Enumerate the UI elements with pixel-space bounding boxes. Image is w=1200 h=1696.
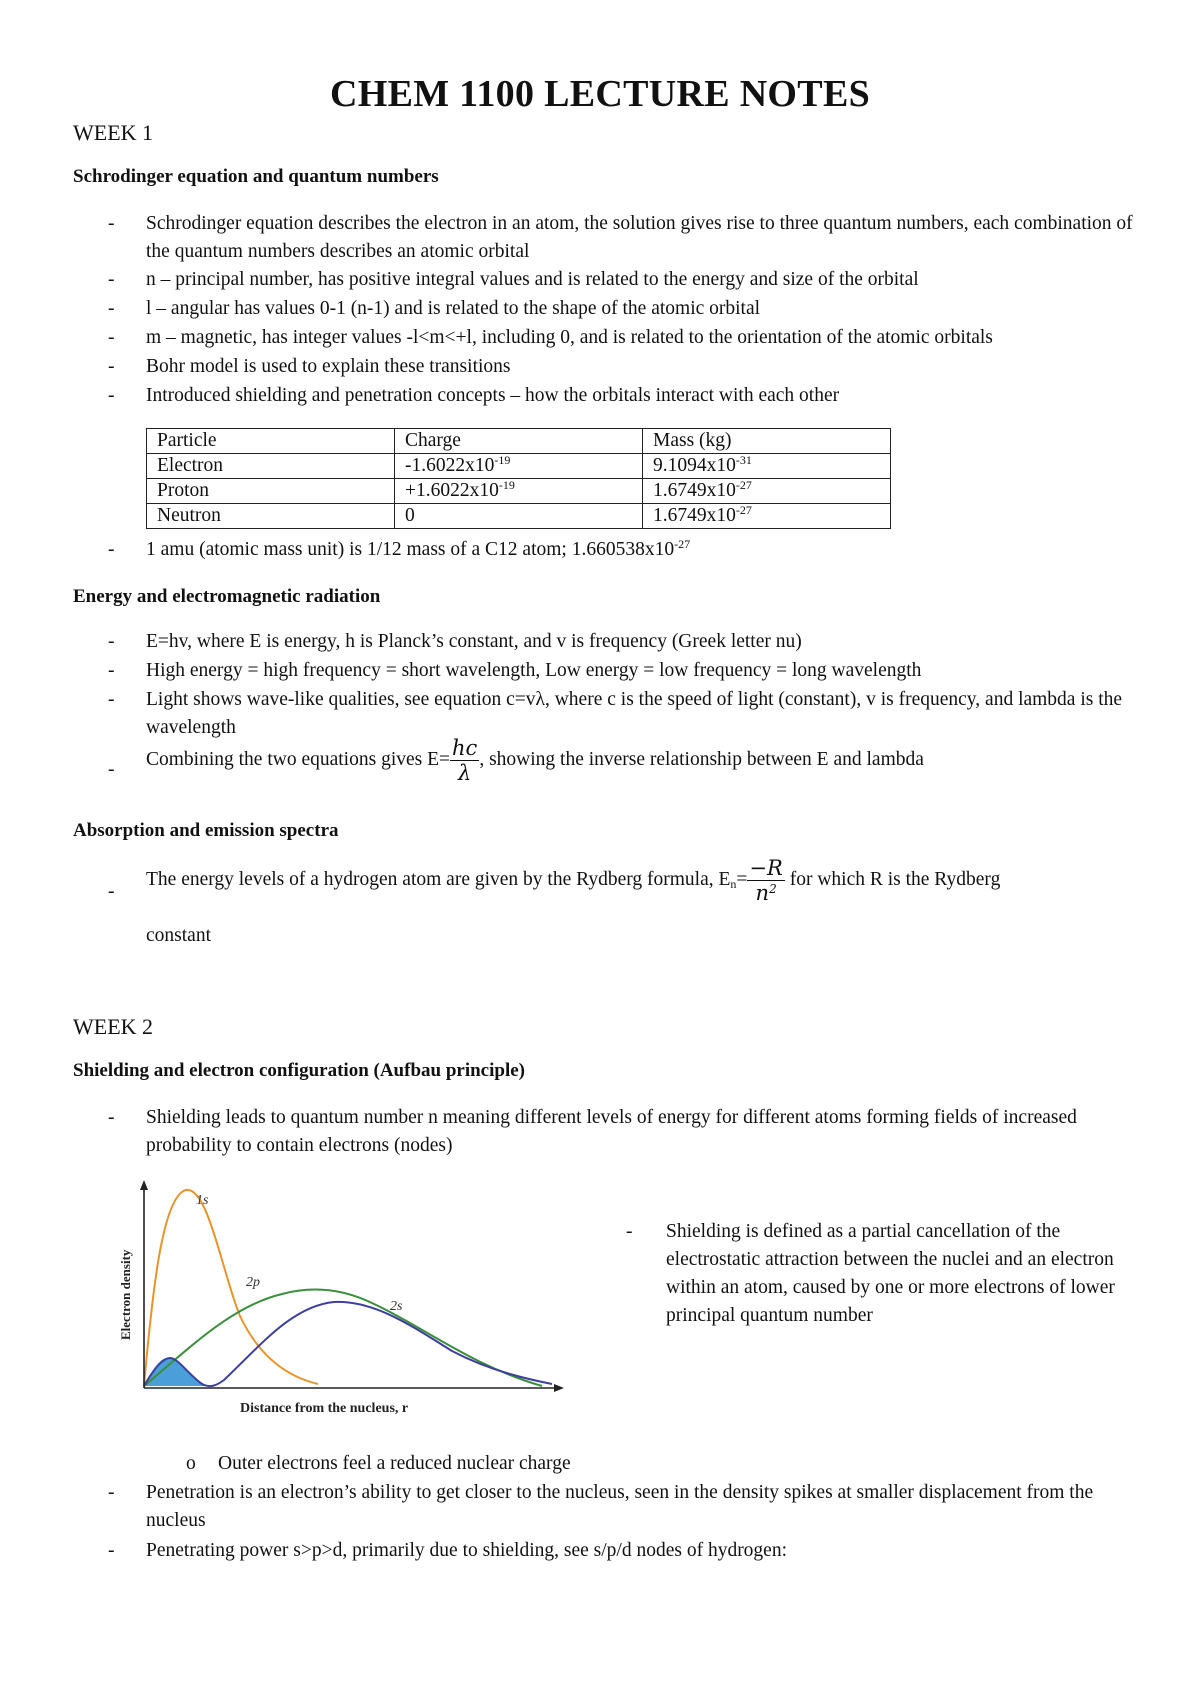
- bullet-text: Bohr model is used to explain these transitions: [146, 356, 511, 377]
- mass-exponent: -27: [735, 503, 752, 517]
- series-label-2s: 2s: [390, 1299, 403, 1314]
- bullet-dash: -: [108, 298, 115, 319]
- week1-label: WEEK 1: [73, 120, 154, 145]
- document-title: CHEM 1100 LECTURE NOTES: [329, 73, 871, 115]
- bullet-dash: -: [108, 539, 115, 560]
- table-cell: [395, 479, 643, 504]
- week2-label: WEEK 2: [73, 1014, 154, 1039]
- rydberg-den-base: n: [755, 881, 770, 905]
- bullet-dash: -: [108, 327, 115, 348]
- section-heading-energy: Energy and electromagnetic radiation: [73, 586, 381, 607]
- mass-value: 1.6749x10: [653, 480, 736, 501]
- bullet-dash: -: [108, 689, 115, 710]
- charge-exponent: -19: [494, 453, 511, 467]
- bullet-dash: -: [108, 881, 115, 902]
- bullet-dash: -: [108, 385, 115, 406]
- electron-density-chart: [112, 1176, 582, 1426]
- bullet-text: Introduced shielding and penetration concepts – how the orbitals interact with each other: [146, 385, 840, 406]
- section-heading-quantum: Schrodinger equation and quantum numbers: [73, 166, 439, 187]
- x-axis-label: Distance from the nucleus, r: [240, 1401, 409, 1416]
- amu-text: 1 amu (atomic mass unit) is 1/12 mass of a C12 atom; 1.660538x10: [146, 539, 675, 560]
- table-cell: 0: [395, 504, 643, 529]
- charge-exponent: -19: [498, 478, 515, 492]
- fraction-denominator: [747, 881, 784, 905]
- table-cell: [395, 454, 643, 479]
- table-row: [147, 504, 891, 529]
- table-row: [147, 479, 891, 504]
- bullet-dash: -: [108, 759, 115, 780]
- table-header-cell: Charge: [395, 429, 643, 454]
- section-heading-shielding: Shielding and electron configuration (Aufbau principle): [73, 1060, 526, 1081]
- bullet-text: n – principal number, has positive integral values and is related to the energy and size of the orbital: [146, 269, 919, 290]
- bullet-text: Schrodinger equation describes the electron in an atom, the solution gives rise to three quantum numbers, each combination of the quantum numbers describes an atomic orbital: [146, 213, 1133, 262]
- fraction-numerator: hc: [452, 736, 478, 760]
- bullet-text: Penetration is an electron’s ability to get closer to the nucleus, seen in the density spikes at smaller displacement from the nucleus: [146, 1482, 1094, 1531]
- mass-exponent: -27: [735, 478, 752, 492]
- rydberg-text-pre: The energy levels of a hydrogen atom are given by the Rydberg formula, E: [146, 868, 731, 890]
- table-header-row: [147, 429, 891, 454]
- fraction-denominator: λ: [458, 761, 472, 785]
- rydberg-subscript: n: [730, 876, 737, 891]
- x-axis-arrow: [554, 1384, 564, 1392]
- curve-2p: [144, 1289, 542, 1386]
- bullet-dash: -: [108, 269, 115, 290]
- bullet-dash: -: [108, 631, 115, 652]
- bullet-text: [146, 856, 1136, 905]
- mass-value: 1.6749x10: [653, 505, 736, 526]
- bullet-text: Outer electrons feel a reduced nuclear charge: [218, 1453, 571, 1474]
- table-cell: Neutron: [147, 504, 395, 529]
- series-label-1s: 1s: [196, 1193, 209, 1208]
- bullet-text: Shielding leads to quantum number n meaning different levels of energy for different atoms forming fields of increased probability to contain electrons (nodes): [146, 1107, 1077, 1156]
- table-cell: Electron: [147, 454, 395, 479]
- curve-2s: [144, 1302, 552, 1386]
- bullet-text: E=hv, where E is energy, h is Planck’s constant, and v is frequency (Greek letter nu): [146, 631, 802, 652]
- table-row: [147, 454, 891, 479]
- sub-bullet-marker: o: [186, 1453, 196, 1474]
- bullet-dash: -: [626, 1221, 633, 1242]
- rydberg-equals: =: [736, 868, 748, 890]
- series-label-2p: 2p: [246, 1275, 260, 1290]
- bullet-text: m – magnetic, has integer values -l<m<+l, including 0, and is related to the orientation of the atomic orbitals: [146, 327, 993, 348]
- table-cell: [643, 479, 891, 504]
- mass-value: 9.1094x10: [653, 455, 736, 476]
- amu-exponent: -27: [674, 537, 691, 551]
- table-cell: Proton: [147, 479, 395, 504]
- fraction-rydberg: [747, 856, 784, 905]
- bullet-text: Shielding is defined as a partial cancellation of the electrostatic attraction between the nuclei and an electron within an atom, caused by one or more electrons of lower principal quantum number: [666, 1221, 1115, 1326]
- bullet-dash: -: [108, 1540, 115, 1561]
- particle-table: [146, 428, 891, 529]
- combine-text-post: , showing the inverse relationship between E and lambda: [479, 748, 924, 770]
- bullet-dash: -: [108, 1482, 115, 1503]
- bullet-dash: -: [108, 213, 115, 234]
- section-heading-spectra: Absorption and emission spectra: [73, 820, 339, 841]
- table-header-cell: Mass (kg): [643, 429, 891, 454]
- charge-value: +1.6022x10: [405, 480, 499, 501]
- bullet-dash: -: [108, 356, 115, 377]
- bullet-dash: -: [108, 660, 115, 681]
- bullet-text: High energy = high frequency = short wavelength, Low energy = low frequency = long wavelength: [146, 660, 922, 681]
- y-axis-arrow: [140, 1180, 148, 1190]
- bullet-text: l – angular has values 0-1 (n-1) and is related to the shape of the atomic orbital: [146, 298, 761, 319]
- bullet-text: [146, 536, 1136, 564]
- combine-text-pre: Combining the two equations gives E=: [146, 748, 451, 770]
- rydberg-den-exponent: 2: [769, 882, 777, 896]
- bullet-dash: -: [108, 1107, 115, 1128]
- y-axis-label: Electron density: [118, 1249, 133, 1340]
- curve-1s: [144, 1190, 318, 1386]
- fraction-numerator: −R: [749, 856, 783, 880]
- bullet-text: constant: [146, 925, 211, 946]
- bullet-text: [146, 736, 1136, 785]
- bullet-text: Penetrating power s>p>d, primarily due to shielding, see s/p/d nodes of hydrogen:: [146, 1540, 788, 1561]
- table-cell: [643, 504, 891, 529]
- rydberg-text-post: for which R is the Rydberg: [784, 868, 1001, 890]
- charge-value: -1.6022x10: [405, 455, 495, 476]
- table-cell: [643, 454, 891, 479]
- mass-exponent: -31: [735, 453, 752, 467]
- fraction-hc-over-lambda: [450, 736, 479, 785]
- bullet-text: Light shows wave-like qualities, see equation c=vλ, where c is the speed of light (constant), v is frequency, and lambda is the wavelength: [146, 689, 1123, 738]
- table-header-cell: Particle: [147, 429, 395, 454]
